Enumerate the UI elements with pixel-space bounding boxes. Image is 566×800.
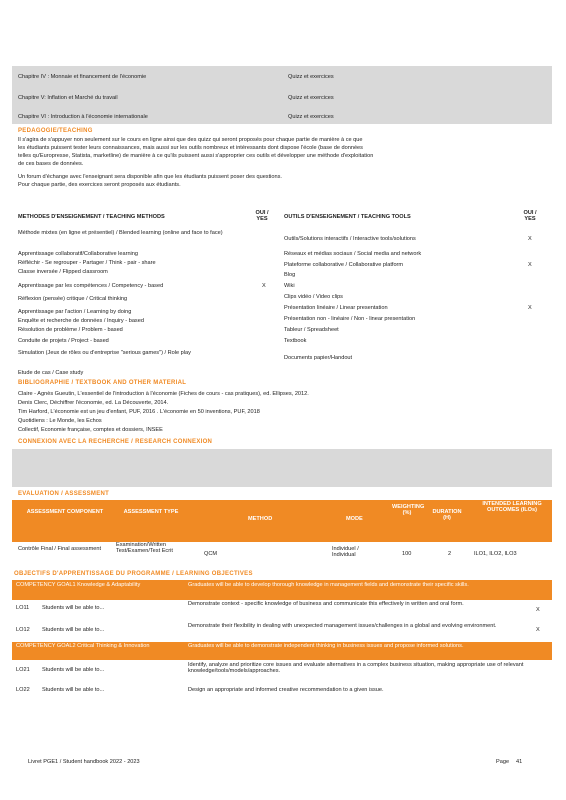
method-item: Conduite de projets / Project - based [18,338,109,344]
footer-page-number: 41 [516,759,523,765]
chapter-quiz: Quizz et exercices [288,74,334,80]
col-header: ASSESSMENT TYPE [123,509,179,515]
method-item: Méthode mixtes (en ligne et présentiel) / Blended learning (online and face to face) [18,230,223,236]
pedagogy-line: les étudiants puissent tester leurs connaissances, mais aussi sur les outils nombreux et intéressants dont dispose l'école (base de données [18,145,363,151]
lo-check: X [536,607,540,613]
chapter-label: Chapitre VI : Introduction à l'économie internationale [18,114,148,120]
tool-item: Réseaux et médias sociaux / Social media and network [284,251,422,257]
bibliography-title: BIBLIOGRAPHIE / TEXTBOOK AND OTHER MATERIAL [18,380,187,386]
tool-check: X [528,262,532,268]
chapters-table [12,66,552,124]
eval-mode: Individuel / Individual [332,546,359,558]
lo-description: Design an appropriate and informed creative recommendation to a given issue. [188,687,384,693]
method-item: Classe inversée / Flipped classroom [18,269,108,275]
tool-check: X [528,305,532,311]
lo-row [12,660,552,682]
bibliography-line: Collectif, Economie française, comptes et dossiers, INSEE [18,427,163,433]
tool-item: Plateforme collaborative / Collaborative platform [284,262,404,268]
col-header: WEIGHTING (%) [392,504,425,516]
tool-item: Présentation non - linéaire / Non - linear presentation [284,316,416,322]
connexion-box [12,449,552,487]
tool-check: X [528,236,532,242]
tool-item: Textbook [284,338,307,344]
tool-item: Wiki [284,283,295,289]
methods-yes-header: OUI / YES [255,210,269,222]
method-item: Réfléchir - Se regrouper - Partager / Think - pair - share [18,260,156,266]
lo-description: Demonstrate context - specific knowledge of business and communicate this effectively in written and oral form. [188,601,464,607]
eval-duration: 2 [448,551,452,557]
lo-code: LO21 [16,667,30,673]
method-item: Résolution de problème / Problem - based [18,327,123,333]
chapter-label: Chapitre IV : Monnaie et financement de l'économie [18,74,147,80]
lo-description: Identify, analyze and prioritize core issues and evaluate alternatives in a complex business situation, making appropriate use of relevant knowledge/tools/models/approaches. [188,662,524,674]
tool-item: Documents papier/Handout [284,355,353,361]
method-item: Apprentissage par l'action / Learning by doing [18,309,132,315]
evaluation-row [12,542,552,568]
tools-header: OUTILS D'ENSEIGNEMENT / TEACHING TOOLS [284,214,411,220]
col-header: MODE [346,516,363,522]
chapter-quiz: Quizz et exercices [288,114,334,120]
goal-description: Graduates will be able to develop thorough knowledge in management fields and demonstrate their specific skills. [188,582,469,588]
eval-ilos: ILO1, ILO2, ILO3 [474,551,517,557]
evaluation-title: EVALUATION / ASSESSMENT [18,491,110,497]
evaluation-header-row [12,500,552,542]
footer-page-label: Page [496,759,510,765]
method-item: Enquête et recherche de données / Inquiry - based [18,318,144,324]
method-item: Réflexion (pensée) critique / Critical thinking [18,296,128,302]
pedagogy-title: PEDAGOGIE/TEACHING [18,128,93,134]
chapter-label: Chapitre V: Inflation et Marché du travail [18,95,118,101]
method-item: Etude de cas / Case study [18,370,84,376]
lo-code: LO12 [16,627,30,633]
tool-item: Clips vidéo / Video clips [284,294,343,300]
bibliography-line: Quotidiens : Le Monde, les Echos [18,418,102,424]
eval-method: QCM [204,551,218,557]
pedagogy-line: de ces bases de données. [18,161,84,167]
col-header: METHOD [248,516,273,522]
lo-code: LO22 [16,687,30,693]
pedagogy-line: Pour chaque partie, des exercices seront proposés aux étudiants. [18,182,181,188]
col-header: ASSESSMENT COMPONENT [26,509,104,515]
lo-check: X [536,627,540,633]
goal-label: COMPETENCY GOAL1 Knowledge & Adaptability [16,582,141,588]
bibliography-line: Tim Harford, L'économie est un jeu d'enfant, PUF, 2016 . L'économie en 50 inventions, PUF, 2018 [18,409,260,415]
goal-description: Graduates will be able to demonstrate independent thinking in business issues and propose informed solutions. [188,643,464,649]
method-item: Apprentissage par les compétences / Competency - based [18,283,164,289]
lo-description: Demonstrate their flexibility in dealing with unexpected management issues/challenges in a global and evolving environment. [188,623,497,629]
goal-label: COMPETENCY GOAL2 Critical Thinking & Innovation [16,643,150,649]
eval-component: Contrôle Final / Final assessment [18,546,102,552]
tool-item: Tableur / Spreadsheet [284,327,339,333]
eval-type: Examination/Written Test/Examen/Test Ecrit [116,542,173,554]
chapter-quiz: Quizz et exercices [288,95,334,101]
methods-header: METHODES D'ENSEIGNEMENT / TEACHING METHODS [18,214,165,220]
lo-code: LO11 [16,605,30,611]
lo-label: Students will be able to... [42,605,105,611]
col-header: DURATION (H) [432,509,462,521]
lo-row [12,600,552,622]
goal-row [12,580,552,600]
lo-label: Students will be able to... [42,627,105,633]
lo-label: Students will be able to... [42,667,105,673]
method-item: Apprentissage collaboratif/Collaborative learning [18,251,139,257]
lo-label: Students will be able to... [42,687,105,693]
bibliography-line: Denis Clerc, Déchiffrer l'économie, ed. La Découverte, 2014. [18,400,169,406]
lo-row [12,622,552,642]
pedagogy-line: Un forum d'échange avec l'enseignant sera disponible afin que les étudiants puissent poser des questions. [18,174,282,180]
pedagogy-line: Il s'agira de s'appuyer non seulement sur le cours en ligne ainsi que des quizz qui seront proposés pour chaque partie de manière à ce que [18,137,363,143]
tool-item: Blog [284,272,296,278]
objectives-title: OBJECTIFS D'APPRENTISSAGE DU PROGRAMME / LEARNING OBJECTIVES [14,571,253,577]
footer-left: Livret PGE1 / Student handbook 2022 - 2023 [28,759,140,765]
bibliography-line: Claire - Agnès Gueutin, L'essentiel de l'introduction à l'économie (Fiches de cours - cas pratiques), ed. Ellipses, 2012. [18,391,309,397]
method-item: Simulation (Jeux de rôles ou d'entreprise "serious games") / Role play [18,350,191,356]
eval-weighting: 100 [402,551,412,557]
connexion-title: CONNEXION AVEC LA RECHERCHE / RESEARCH CONNEXION [18,439,213,445]
lo-row [12,682,552,702]
pedagogy-line: telles qu'Europresse, Statista, marketline) de manière à ce qu'ils puissent aussi s'approprier ces outils et développer une méthode d'exploitation [18,153,374,159]
tool-item: Outils/Solutions interactifs / Interactive tools/solutions [284,236,416,242]
goal-row [12,642,552,660]
col-header: INTENDED LEARNING OUTCOMES (ILOs) [482,501,542,513]
tool-item: Présentation linéaire / Linear presentation [284,305,388,311]
method-check: X [262,283,266,289]
tools-yes-header: OUI / YES [523,210,537,222]
